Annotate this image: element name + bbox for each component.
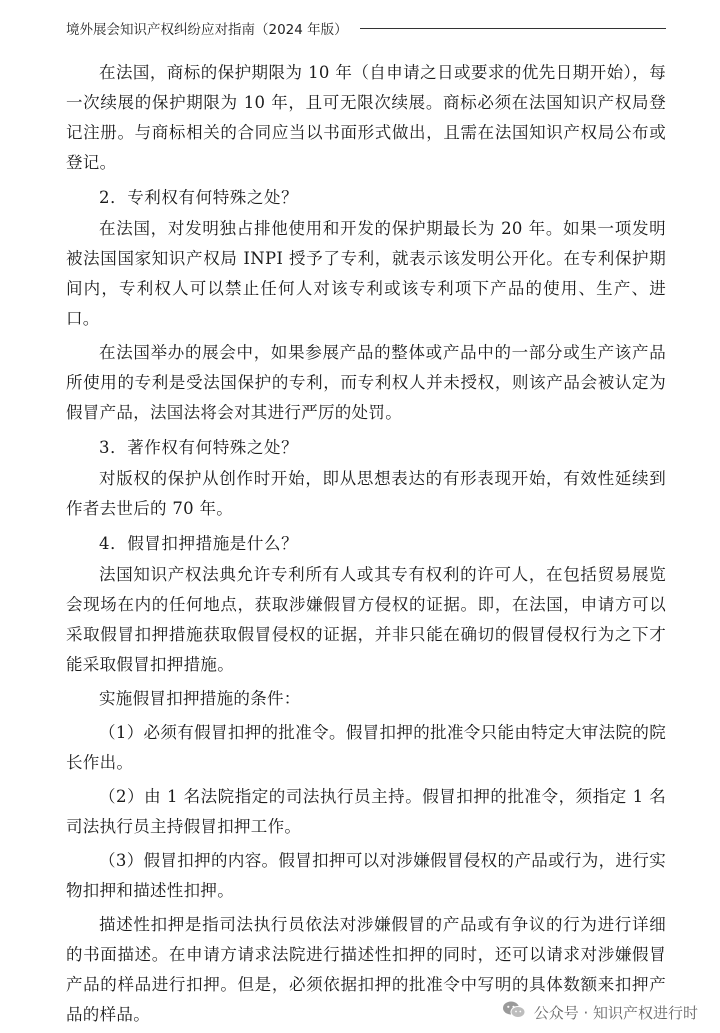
document-body: [66, 58, 666, 1030]
header-divider: [360, 28, 666, 29]
paragraph-patent-exhibition: 在法国举办的展会中，如果参展产品的整体或产品中的一部分或生产该产品所使用的专利是受法国保护的专利，而专利权人并未授权，则该产品会被认定为假冒产品，法国法将会对其进行严厉的处罚。: [66, 343, 666, 422]
paragraph-copyright: 对版权的保护从创作时开始，即从思想表达的有形表现开始，有效性延续到作者去世后的 70 年。: [66, 469, 666, 518]
paragraph-seizure-conditions: 实施假冒扣押措施的条件：: [99, 689, 301, 708]
page-header: [66, 18, 666, 38]
paragraph-condition-2: （2）由 1 名法院指定的司法执行员主持。假冒扣押的批准令，须指定 1 名司法执行员主持假冒扣押工作。: [66, 787, 666, 836]
paragraph-patent-protection: 在法国，对发明独占排他使用和开发的保护期最长为 20 年。如果一项发明被法国国家知识产权局 INPI 授予了专利，就表示该发明公开化。在专利保护期间内，专利权人可以禁止任何人对该专利或该专利项下产品的使用、生产、进口。: [66, 219, 666, 328]
paragraph-condition-1: （1）必须有假冒扣押的批准令。假冒扣押的批准令只能由特定大审法院的院长作出。: [66, 723, 666, 772]
heading-seizure: 4．假冒扣押措施是什么？: [99, 534, 299, 553]
heading-copyright: 3．著作权有何特殊之处？: [99, 438, 299, 457]
heading-patent: 2．专利权有何特殊之处？: [99, 188, 299, 207]
watermark-text: 公众号 · 知识产权进行时: [533, 1003, 698, 1022]
paragraph-seizure-definition: 法国知识产权法典允许专利所有人或其专有权利的许可人，在包括贸易展览会现场在内的任何地点，获取涉嫌假冒方侵权的证据。即，在法国，申请方可以采取假冒扣押措施获取假冒侵权的证据，并非只能在确切的假冒侵权行为之下才能采取假冒扣押措施。: [66, 565, 666, 674]
paragraph-trademark: 在法国，商标的保护期限为 10 年（自申请之日或要求的优先日期开始），每一次续展的保护期限为 10 年，且可无限次续展。商标必须在法国知识产权局登记注册。与商标相关的合同应当以书面形式做出，且需在法国知识产权局公布或登记。: [66, 63, 666, 172]
header-title: 境外展会知识产权纠纷应对指南（2024 年版）: [66, 22, 348, 38]
watermark: [502, 1001, 698, 1023]
paragraph-descriptive-seizure: 描述性扣押是指司法执行员依法对涉嫌假冒的产品或有争议的行为进行详细的书面描述。在申请方请求法院进行描述性扣押的同时，还可以请求对涉嫌假冒产品的样品进行扣押。但是，必须依据扣押的批准令中写明的具体数额来扣押产品的样品。: [66, 915, 666, 1024]
paragraph-condition-3: （3）假冒扣押的内容。假冒扣押可以对涉嫌假冒侵权的产品或行为，进行实物扣押和描述性扣押。: [66, 851, 666, 900]
wechat-icon: [502, 1000, 526, 1024]
